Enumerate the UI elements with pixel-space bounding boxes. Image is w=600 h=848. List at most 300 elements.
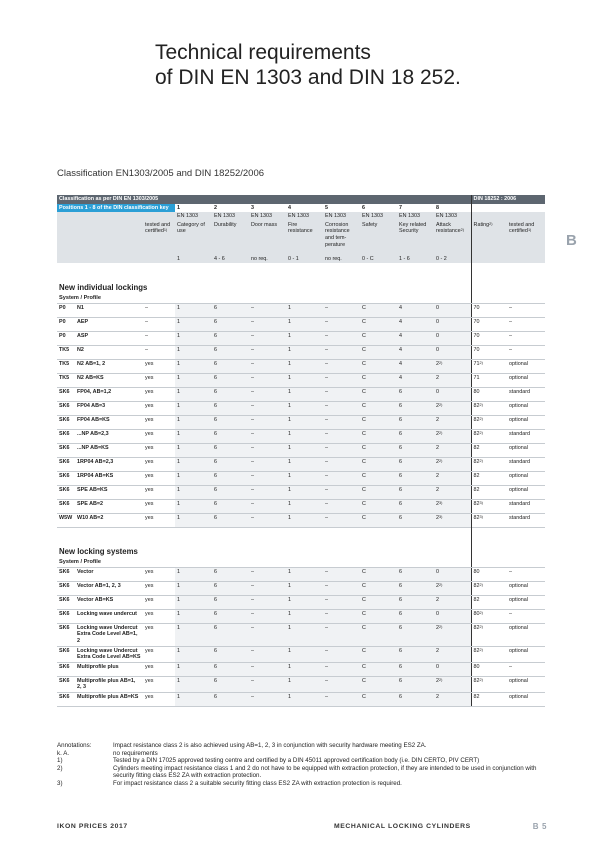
position-value-cell: – xyxy=(323,373,360,387)
position-value-cell: 6 xyxy=(397,485,434,499)
certified-cell: optional xyxy=(507,646,545,662)
section-subtitle: System / Profile xyxy=(59,559,101,566)
rating-cell: 82 xyxy=(471,443,507,457)
certified-cell: optional xyxy=(507,373,545,387)
tested-cell: yes xyxy=(143,443,175,457)
position-value-cell: 6 xyxy=(397,646,434,662)
position-value-cell: 4 xyxy=(397,303,434,317)
position-value-cell: – xyxy=(249,662,286,676)
section-title: New locking systems xyxy=(59,546,138,556)
position-value-cell: – xyxy=(249,387,286,401)
position-value-cell: 0 xyxy=(434,387,471,401)
table-row xyxy=(57,471,545,485)
position-value-cell: 6 xyxy=(397,401,434,415)
tested-cell: yes xyxy=(143,499,175,513)
profile-cell: N2 AB=1, 2 xyxy=(75,359,143,373)
tested-cell: – xyxy=(143,345,175,359)
position-value-cell: 2 xyxy=(434,693,471,707)
position-value-cell: – xyxy=(249,443,286,457)
position-value-cell: – xyxy=(249,595,286,609)
certified-cell: optional xyxy=(507,623,545,646)
position-value-cell: C xyxy=(360,471,397,485)
requirement-value: 0 - 1 xyxy=(286,255,323,264)
position-value-cell: C xyxy=(360,693,397,707)
standard-label: EN 1303 xyxy=(175,212,212,221)
system-cell: SK6 xyxy=(57,429,75,443)
position-value-cell: – xyxy=(323,609,360,623)
position-value-cell: 2 xyxy=(434,646,471,662)
system-cell: SK6 xyxy=(57,387,75,401)
system-cell: SK6 xyxy=(57,581,75,595)
page-title xyxy=(155,40,461,90)
position-value-cell: – xyxy=(323,676,360,692)
position-value-cell: 2$^{2)}$ xyxy=(434,581,471,595)
position-value-cell: 1 xyxy=(175,623,212,646)
standard-label: EN 1303 xyxy=(434,212,471,221)
position-value-cell: – xyxy=(249,415,286,429)
table-row xyxy=(57,623,545,646)
certified-cell: optional xyxy=(507,676,545,692)
position-value-cell: 1 xyxy=(286,303,323,317)
position-value-cell: – xyxy=(249,401,286,415)
certified-cell: – xyxy=(507,567,545,581)
system-cell: SK6 xyxy=(57,623,75,646)
tested-cell: yes xyxy=(143,623,175,646)
system-cell: P0 xyxy=(57,331,75,345)
position-value-cell: 1 xyxy=(175,331,212,345)
certified-cell: optional xyxy=(507,443,545,457)
table-row xyxy=(57,317,545,331)
position-value-cell: 1 xyxy=(175,457,212,471)
position-value-cell: C xyxy=(360,499,397,513)
certified-cell: optional xyxy=(507,595,545,609)
position-value-cell: – xyxy=(249,345,286,359)
position-value-cell: C xyxy=(360,513,397,527)
requirement-value: 1 - 6 xyxy=(397,255,434,264)
profile-cell: Vector xyxy=(75,567,143,581)
position-value-cell: C xyxy=(360,331,397,345)
position-value-cell: 1 xyxy=(175,317,212,331)
system-cell: SK6 xyxy=(57,415,75,429)
system-cell: SK6 xyxy=(57,676,75,692)
rating-cell: 82 xyxy=(471,595,507,609)
position-number: 5 xyxy=(325,204,328,211)
system-cell: W5W xyxy=(57,513,75,527)
standard-label: EN 1303 xyxy=(286,212,323,221)
system-cell: SK6 xyxy=(57,401,75,415)
tested-cell: yes xyxy=(143,676,175,692)
table-row xyxy=(57,581,545,595)
position-value-cell: 6 xyxy=(212,567,249,581)
position-value-cell: 1 xyxy=(286,609,323,623)
annotation-text: Tested by a DIN 17025 approved testing centre and certified by a DIN 45011 approved certification body (i.e. DIN CERTO, PIV CERT) xyxy=(113,757,480,765)
position-value-cell: 1 xyxy=(286,317,323,331)
position-value-cell: – xyxy=(323,303,360,317)
position-value-cell: – xyxy=(323,387,360,401)
tested-cell: – xyxy=(143,303,175,317)
position-value-cell: 1 xyxy=(175,359,212,373)
position-value-cell: C xyxy=(360,581,397,595)
position-value-cell: – xyxy=(323,513,360,527)
profile-cell: AEP xyxy=(75,317,143,331)
position-value-cell: 2$^{3)}$ xyxy=(434,513,471,527)
position-value-cell: 1 xyxy=(286,662,323,676)
rating-cell: 70 xyxy=(471,331,507,345)
position-value-cell: 6 xyxy=(212,581,249,595)
position-value-cell: 2 xyxy=(434,443,471,457)
rating-cell: 70 xyxy=(471,345,507,359)
system-cell: SK6 xyxy=(57,567,75,581)
position-value-cell: C xyxy=(360,676,397,692)
certified-cell: optional xyxy=(507,485,545,499)
position-value-cell: 1 xyxy=(286,359,323,373)
position-value-cell: 1 xyxy=(286,581,323,595)
position-value-cell: – xyxy=(323,359,360,373)
profile-cell: FP04 AB=3 xyxy=(75,401,143,415)
position-value-cell: C xyxy=(360,387,397,401)
standard-label: EN 1303 xyxy=(212,212,249,221)
position-value-cell: 6 xyxy=(397,676,434,692)
position-value-cell: C xyxy=(360,359,397,373)
section-subtitle: System / Profile xyxy=(59,295,101,302)
positions-label: Positions 1 - 8 of the DIN classification key xyxy=(57,204,175,213)
annotation-key: 2) xyxy=(57,764,63,772)
position-value-cell: 1 xyxy=(175,499,212,513)
annotation-key: Annotations: xyxy=(57,742,92,749)
certified-cell: optional xyxy=(507,471,545,485)
position-number: 4 xyxy=(288,204,291,211)
tested-cell: yes xyxy=(143,609,175,623)
position-value-cell: – xyxy=(323,646,360,662)
header-row-positions xyxy=(57,204,545,213)
position-value-cell: 1 xyxy=(175,415,212,429)
position-value-cell: – xyxy=(249,303,286,317)
position-value-cell: 1 xyxy=(286,485,323,499)
position-value-cell: 1 xyxy=(286,401,323,415)
tested-cell: yes xyxy=(143,662,175,676)
footer-catalog: IKON PRICES 2017 xyxy=(57,823,128,830)
tested-cell: yes xyxy=(143,646,175,662)
position-value-cell: 2 xyxy=(434,471,471,485)
position-value-cell: – xyxy=(323,345,360,359)
position-value-cell: C xyxy=(360,317,397,331)
tested-cell: yes xyxy=(143,567,175,581)
position-value-cell: – xyxy=(249,373,286,387)
profile-cell: Locking wave undercut xyxy=(75,609,143,623)
column-header-tested-2: tested and certified$^{1)}$ xyxy=(507,221,545,255)
position-value-cell: 4 xyxy=(397,317,434,331)
position-value-cell: 1 xyxy=(175,401,212,415)
position-value-cell: 1 xyxy=(175,513,212,527)
position-value-cell: 6 xyxy=(397,693,434,707)
profile-cell: Multiprofile plus xyxy=(75,662,143,676)
profile-cell: FP04, AB=1,2 xyxy=(75,387,143,401)
profile-cell: SPE AB=KS xyxy=(75,485,143,499)
position-value-cell: 6 xyxy=(212,443,249,457)
table-row xyxy=(57,595,545,609)
position-value-cell: – xyxy=(323,415,360,429)
table-caption: Classification EN1303/2005 and DIN 18252/2006 xyxy=(57,168,265,179)
annotation-item xyxy=(57,757,545,765)
position-value-cell: – xyxy=(323,581,360,595)
position-value-cell: 2 xyxy=(434,373,471,387)
certified-cell: standard xyxy=(507,513,545,527)
standard-label: EN 1303 xyxy=(397,212,434,221)
standard-label: EN 1303 xyxy=(249,212,286,221)
rating-cell: 82$^{2)}$ xyxy=(471,429,507,443)
position-value-cell: 1 xyxy=(175,693,212,707)
rating-cell: 80$^{2)}$ xyxy=(471,609,507,623)
column-header-corrosion: Corrosion resistance and tem-perature xyxy=(323,221,360,255)
position-value-cell: 1 xyxy=(175,676,212,692)
profile-cell: Vector AB=1, 2, 3 xyxy=(75,581,143,595)
rating-cell: 82$^{2)}$ xyxy=(471,401,507,415)
position-value-cell: – xyxy=(249,623,286,646)
position-value-cell: 6 xyxy=(212,485,249,499)
tested-cell: yes xyxy=(143,387,175,401)
column-header-rating: Rating$^{2)}$ xyxy=(471,221,507,255)
position-value-cell: C xyxy=(360,457,397,471)
position-value-cell: 2$^{2)}$ xyxy=(434,457,471,471)
certified-cell: – xyxy=(507,303,545,317)
tested-cell: – xyxy=(143,331,175,345)
rating-cell: 80 xyxy=(471,567,507,581)
profile-cell: 1RP04 AB=KS xyxy=(75,471,143,485)
requirement-value: 0 - C xyxy=(360,255,397,264)
title-line-2: of DIN EN 1303 and DIN 18 252. xyxy=(155,66,461,89)
position-value-cell: 6 xyxy=(397,457,434,471)
position-value-cell: 6 xyxy=(212,471,249,485)
system-cell: SK6 xyxy=(57,485,75,499)
position-value-cell: – xyxy=(323,317,360,331)
position-value-cell: – xyxy=(323,471,360,485)
rating-cell: 80 xyxy=(471,387,507,401)
position-value-cell: 0 xyxy=(434,609,471,623)
tested-cell: yes xyxy=(143,513,175,527)
profile-cell: ...NP AB=KS xyxy=(75,443,143,457)
profile-cell: 1RP04 AB=2,3 xyxy=(75,457,143,471)
profile-cell: Locking wave Undercut Extra Code Level AB=KS xyxy=(75,646,143,662)
certified-cell: – xyxy=(507,317,545,331)
column-header-door-mass: Door mass xyxy=(249,221,286,255)
position-value-cell: 2 xyxy=(434,485,471,499)
table-row xyxy=(57,443,545,457)
rating-cell: 82 xyxy=(471,485,507,499)
position-value-cell: – xyxy=(323,662,360,676)
rating-cell: 82$^{2)}$ xyxy=(471,581,507,595)
tested-cell: yes xyxy=(143,429,175,443)
position-value-cell: 6 xyxy=(212,693,249,707)
position-value-cell: 6 xyxy=(212,415,249,429)
position-value-cell: 1 xyxy=(175,581,212,595)
tested-cell: yes xyxy=(143,581,175,595)
position-value-cell: 6 xyxy=(397,513,434,527)
certified-cell: optional xyxy=(507,359,545,373)
position-value-cell: 6 xyxy=(212,662,249,676)
certified-cell: optional xyxy=(507,401,545,415)
position-value-cell: 6 xyxy=(397,471,434,485)
position-number: 3 xyxy=(251,204,254,211)
position-value-cell: 1 xyxy=(286,676,323,692)
table-row xyxy=(57,499,545,513)
position-value-cell: 0 xyxy=(434,317,471,331)
tested-cell: yes xyxy=(143,457,175,471)
table-row xyxy=(57,415,545,429)
position-value-cell: 1 xyxy=(286,331,323,345)
position-value-cell: – xyxy=(323,401,360,415)
position-value-cell: 1 xyxy=(286,457,323,471)
position-value-cell: 6 xyxy=(397,429,434,443)
position-value-cell: 6 xyxy=(212,676,249,692)
profile-cell: SPE AB=2 xyxy=(75,499,143,513)
rating-cell: 70 xyxy=(471,303,507,317)
position-value-cell: – xyxy=(249,317,286,331)
position-value-cell: 6 xyxy=(397,595,434,609)
standard-label: EN 1303 xyxy=(360,212,397,221)
position-value-cell: 4 xyxy=(397,373,434,387)
certified-cell: standard xyxy=(507,499,545,513)
rating-cell: 71$^{2)}$ xyxy=(471,359,507,373)
position-value-cell: 1 xyxy=(286,443,323,457)
position-value-cell: 1 xyxy=(286,595,323,609)
position-value-cell: – xyxy=(249,429,286,443)
position-value-cell: – xyxy=(249,581,286,595)
position-value-cell: 1 xyxy=(175,485,212,499)
certified-cell: optional xyxy=(507,581,545,595)
rating-cell: 82$^{2)}$ xyxy=(471,646,507,662)
position-value-cell: C xyxy=(360,443,397,457)
column-header-attack: Attack resistance$^{2)}$ xyxy=(434,221,471,255)
position-number: 7 xyxy=(399,204,402,211)
position-value-cell: – xyxy=(323,595,360,609)
table-body xyxy=(57,263,545,706)
tested-cell: yes xyxy=(143,693,175,707)
position-value-cell: 2$^{2)}$ xyxy=(434,623,471,646)
header-din18252: DIN 18252 : 2006 xyxy=(471,195,545,204)
annotation-item xyxy=(57,742,545,750)
tested-cell: yes xyxy=(143,401,175,415)
certified-cell: standard xyxy=(507,387,545,401)
system-cell: P0 xyxy=(57,303,75,317)
position-number: 1 xyxy=(177,204,180,211)
position-value-cell: 2$^{2)}$ xyxy=(434,401,471,415)
position-value-cell: – xyxy=(249,457,286,471)
position-value-cell: 2 xyxy=(434,415,471,429)
position-value-cell: C xyxy=(360,623,397,646)
certified-cell: – xyxy=(507,609,545,623)
position-value-cell: 4 xyxy=(397,359,434,373)
profile-cell: ASP xyxy=(75,331,143,345)
position-value-cell: 6 xyxy=(212,646,249,662)
header-row-classification xyxy=(57,195,545,204)
position-value-cell: 0 xyxy=(434,303,471,317)
position-value-cell: 1 xyxy=(175,443,212,457)
page-number: B 5 xyxy=(532,822,547,831)
table-row xyxy=(57,646,545,662)
position-value-cell: 6 xyxy=(397,387,434,401)
tested-cell: yes xyxy=(143,415,175,429)
position-value-cell: 1 xyxy=(175,471,212,485)
column-header-fire: Fire resistance xyxy=(286,221,323,255)
profile-cell: Locking wave Undercut Extra Code Level AB=1, 2 xyxy=(75,623,143,646)
profile-cell: Vector AB=KS xyxy=(75,595,143,609)
rating-cell: 80 xyxy=(471,662,507,676)
position-value-cell: – xyxy=(249,359,286,373)
position-value-cell: 2$^{3)}$ xyxy=(434,499,471,513)
system-cell: TK5 xyxy=(57,359,75,373)
position-value-cell: 1 xyxy=(175,429,212,443)
position-value-cell: 1 xyxy=(286,693,323,707)
column-header-tested: tested and certified$^{1)}$ xyxy=(143,221,175,255)
position-number: 8 xyxy=(434,204,471,213)
position-value-cell: – xyxy=(323,429,360,443)
system-cell: SK6 xyxy=(57,457,75,471)
position-value-cell: C xyxy=(360,567,397,581)
requirement-value: no req. xyxy=(249,255,286,264)
position-value-cell: C xyxy=(360,345,397,359)
position-value-cell: 6 xyxy=(397,662,434,676)
position-value-cell: 1 xyxy=(286,499,323,513)
tested-cell: yes xyxy=(143,485,175,499)
section-header xyxy=(57,263,545,293)
requirement-value: no req. xyxy=(323,255,360,264)
position-value-cell: – xyxy=(249,609,286,623)
position-value-cell: – xyxy=(323,457,360,471)
header-row-requirements xyxy=(57,255,545,264)
system-cell: SK6 xyxy=(57,443,75,457)
position-value-cell: 1 xyxy=(175,567,212,581)
header-row-column-names xyxy=(57,221,545,255)
footer-section: MECHANICAL LOCKING CYLINDERS xyxy=(334,823,471,830)
position-value-cell: 1 xyxy=(175,373,212,387)
position-value-cell: C xyxy=(360,373,397,387)
system-cell: SK6 xyxy=(57,662,75,676)
certified-cell: optional xyxy=(507,693,545,707)
profile-cell: Multiprofile plus AB=KS xyxy=(75,693,143,707)
section-subheader xyxy=(57,557,545,567)
position-value-cell: – xyxy=(249,567,286,581)
position-value-cell: C xyxy=(360,415,397,429)
position-value-cell: 1 xyxy=(286,373,323,387)
position-value-cell: 2$^{2)}$ xyxy=(434,429,471,443)
table-row xyxy=(57,359,545,373)
profile-cell: ...NP AB=2,3 xyxy=(75,429,143,443)
table-row xyxy=(57,373,545,387)
rating-cell: 82$^{2)}$ xyxy=(471,415,507,429)
annotation-item xyxy=(57,750,545,758)
table-row xyxy=(57,693,545,707)
position-value-cell: – xyxy=(323,499,360,513)
position-value-cell: 6 xyxy=(212,623,249,646)
annotation-key: 3) xyxy=(57,779,63,787)
table-row xyxy=(57,345,545,359)
rating-cell: 71 xyxy=(471,373,507,387)
title-line-1: Technical requirements xyxy=(155,41,371,64)
position-value-cell: 6 xyxy=(212,609,249,623)
position-value-cell: 1 xyxy=(286,415,323,429)
table-row xyxy=(57,609,545,623)
position-value-cell: 6 xyxy=(212,499,249,513)
position-value-cell: C xyxy=(360,429,397,443)
section-subheader xyxy=(57,293,545,303)
certified-cell: standard xyxy=(507,457,545,471)
position-value-cell: 1 xyxy=(286,567,323,581)
position-value-cell: – xyxy=(249,693,286,707)
position-value-cell: 6 xyxy=(397,609,434,623)
tested-cell: yes xyxy=(143,471,175,485)
table-row xyxy=(57,662,545,676)
table-row xyxy=(57,485,545,499)
